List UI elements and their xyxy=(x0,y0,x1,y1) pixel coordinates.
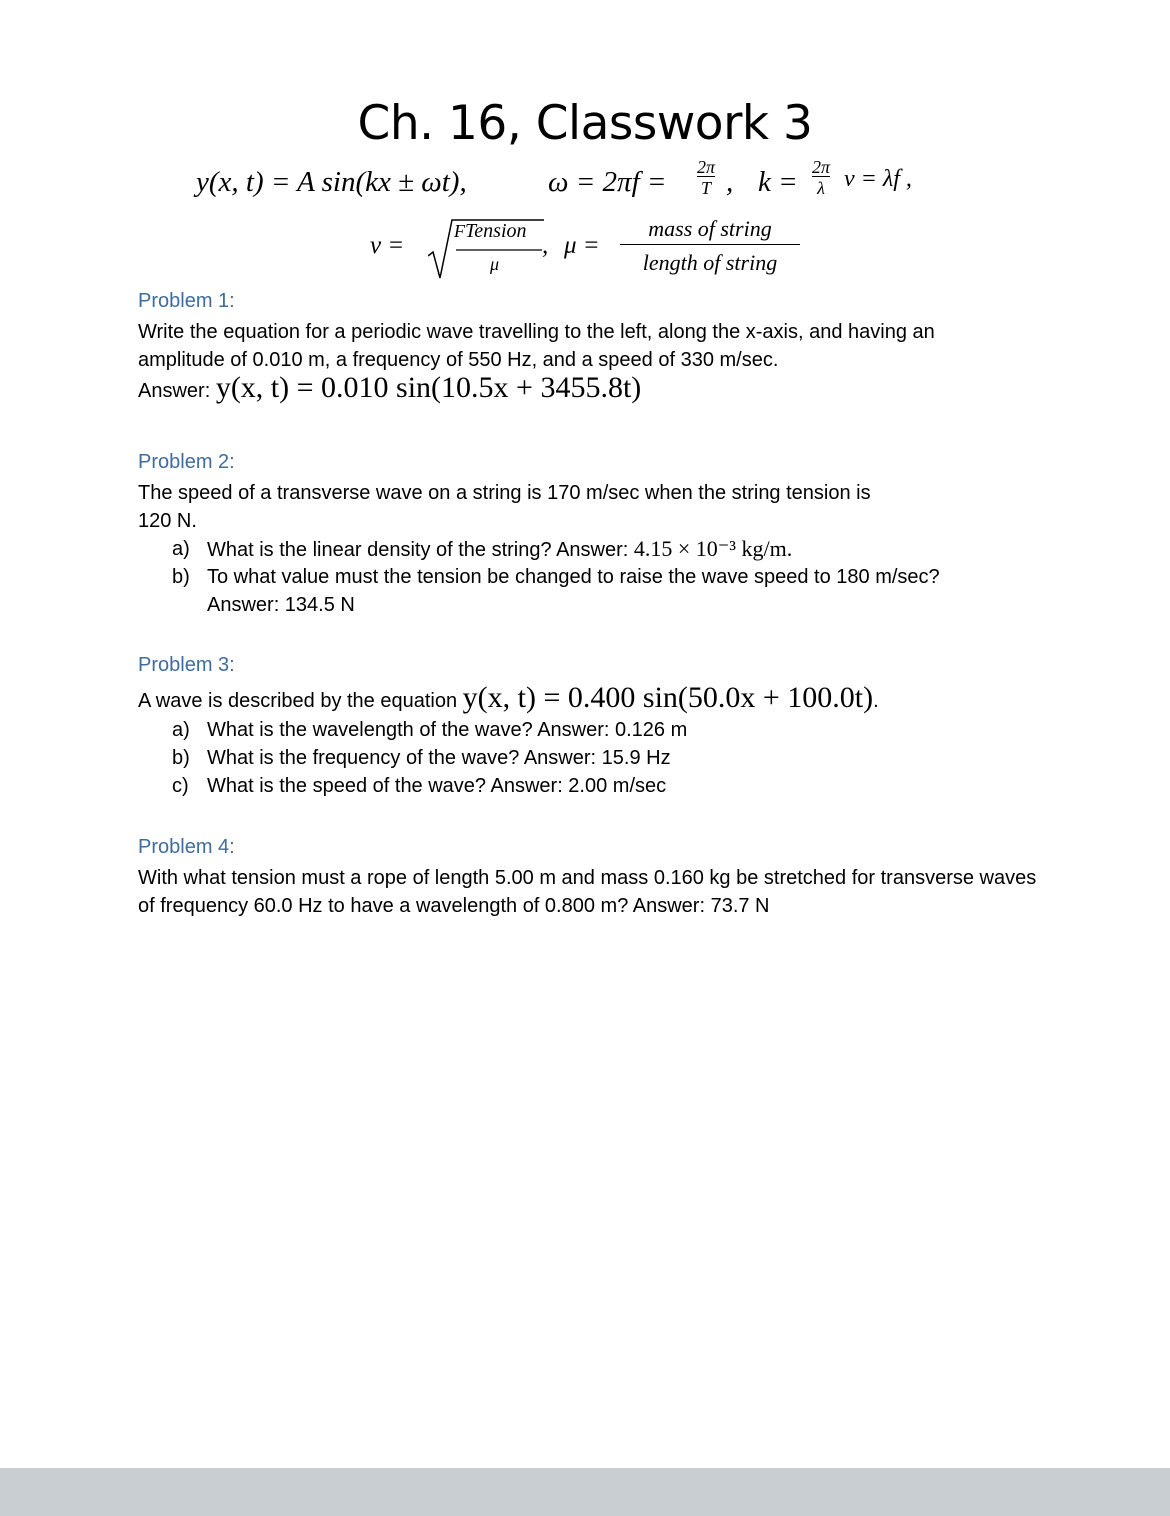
page-title: Ch. 16, Classwork 3 xyxy=(357,96,813,151)
problem-4-heading: Problem 4: xyxy=(138,836,235,858)
problem-3-text: A wave is described by the equation y(x, t) = 0.400 sin(50.0x + 100.0t). xyxy=(138,681,879,714)
v-equation: v = λf , xyxy=(844,166,912,192)
page-footer-bar xyxy=(0,1468,1170,1516)
formula-line-2: v = FTension μ , μ = mass of string length of string xyxy=(370,212,970,282)
density-answer-math: 4.15 × 10⁻³ kg/m. xyxy=(633,536,793,561)
problem-3-heading: Problem 3: xyxy=(138,654,235,676)
sqrt-numerator: FTension xyxy=(454,220,527,242)
problem-2-text: The speed of a transverse wave on a string is 170 m/sec when the string tension is 120 N. xyxy=(138,482,871,532)
k-equation: k = xyxy=(758,166,798,198)
problem-1-heading: Problem 1: xyxy=(138,290,235,312)
mu-fraction-bar xyxy=(620,244,800,245)
problem-2-heading: Problem 2: xyxy=(138,451,235,473)
mu-lhs: μ = xyxy=(564,232,600,259)
k-fraction: $\frac{2\pi}{\lambda}$ xyxy=(812,157,831,198)
omega-fraction: $\frac{2\pi}{T}$ xyxy=(697,157,716,198)
problem-1-answer-math: y(x, t) = 0.010 sin(10.5x + 3455.8t) xyxy=(215,371,642,404)
problem-4-text: With what tension must a rope of length 5.00 m and mass 0.160 kg be stretched for transverse waves of frequency 60.0 Hz to have a wavelength of 0.800 m? Answer: 73.7 N xyxy=(138,867,1037,917)
problem-1-text: Write the equation for a periodic wave travelling to the left, along the x-axis, and having an amplitude of 0.010 m, a frequency of 550 Hz, and a speed of 330 m/sec. xyxy=(138,321,935,371)
mu-denominator: length of string xyxy=(642,250,778,275)
mu-numerator: mass of string xyxy=(648,216,772,241)
v-lhs: v = xyxy=(370,232,405,259)
wave-equation: y(x, t) = A sin(kx ± ωt), xyxy=(196,166,467,198)
formula-line-1: y(x, t) = A sin(kx ± ωt), ω = 2πf = $\frac{2\pi}{T}$ , k = $\frac{2\pi}{\lambda}$ v = λf , xyxy=(196,157,912,198)
omega-equation: ω = 2πf = xyxy=(548,166,667,198)
problem-1-answer: Answer: y(x, t) = 0.010 sin(10.5x + 3455.8t) xyxy=(138,371,642,404)
sqrt-denominator: μ xyxy=(490,254,500,274)
problem-3-equation: y(x, t) = 0.400 sin(50.0x + 100.0t) xyxy=(462,681,874,714)
